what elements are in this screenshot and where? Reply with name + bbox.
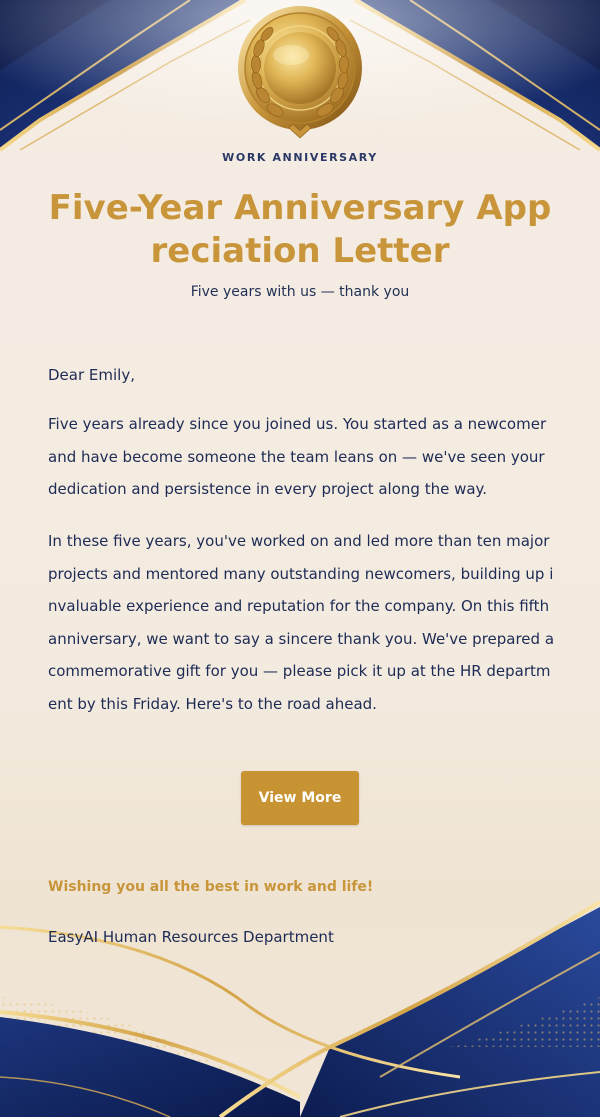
view-more-button[interactable]: View More: [241, 771, 359, 825]
letter-paragraph: In these five years, you've worked on and led more than ten major projects and mentored many outstanding newcomers, building up invaluable experience and reputation for the company. On this fifth anniversary, we want to say a sincere thank you. We've prepared a commemorative gift for you — please pick it up at the HR department by this Friday. Here's to the road ahead.: [48, 532, 555, 713]
signature: EasyAI Human Resources Department: [48, 928, 334, 946]
letter-greeting: Dear Emily,: [48, 366, 135, 384]
eyebrow-label: WORK ANNIVERSARY: [222, 151, 378, 164]
page-title: Five-Year Anniversary Appreciation Letter: [48, 188, 552, 271]
laurel-medal-icon: [233, 0, 367, 146]
page-subtitle: Five years with us — thank you: [190, 284, 410, 300]
letter-paragraph: Five years already since you joined us. You started as a newcomer and have become someone the team leans on — we've seen your dedication and persistence in every project along the way.: [48, 415, 547, 498]
closing-line: Wishing you all the best in work and life!: [48, 879, 374, 895]
